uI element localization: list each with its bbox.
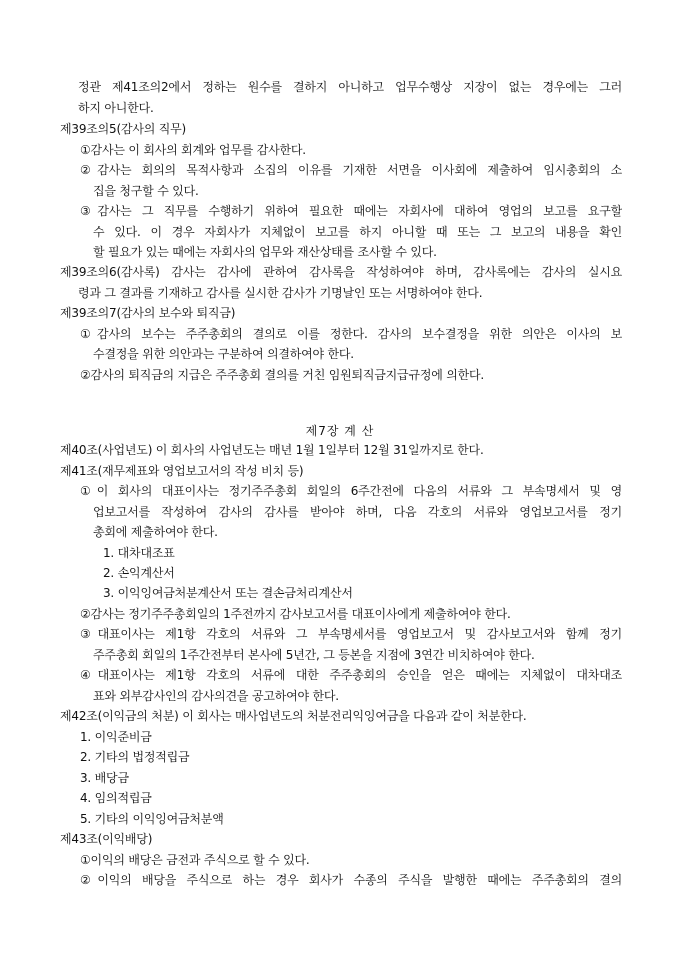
article-heading-43: 제43조(이익배당): [60, 832, 153, 846]
list-item: 4. 임의적립금: [80, 791, 152, 805]
article-42: 제42조(이익금의 처분) 이 회사는 매사업년도의 처분전리익잉여금을 다음과 같이 처분한다.: [60, 709, 527, 723]
chapter-title: 제7장 계 산: [305, 424, 375, 438]
clause: ②감사는 회의의 목적사항과 소집의 이유를 기재한 서면을 이사회에 제출하여 임시총회의 소: [80, 163, 622, 177]
list-item: 3. 이익잉여금처분계산서 또는 결손금처리계산서: [103, 586, 353, 600]
article-39-6: 제39조의6(감사록) 감사는 감사에 관하여 감사록을 작성하여야 하며, 감사록에는 감사의 실시요: [60, 265, 622, 279]
clause-cont: 수 있다. 이 경우 자회사가 지체없이 보고를 하지 아니할 때 또는 그 보고의 내용을 확인: [93, 225, 622, 239]
text-line: 하지 아니한다.: [78, 101, 154, 115]
list-item: 2. 손익계산서: [103, 566, 175, 580]
clause: ②이익의 배당을 주식으로 하는 경우 회사가 수종의 주식을 발행한 때에는 주주총회의 결의: [80, 873, 622, 887]
article-heading-39-5: 제39조의5(감사의 직무): [60, 122, 187, 136]
article-cont: 령과 그 결과를 기재하고 감사를 실시한 감사가 기명날인 또는 서명하여야 한다.: [78, 286, 483, 300]
clause-cont: 표와 외부감사인의 감사의견을 공고하여야 한다.: [93, 689, 339, 703]
clause-cont: 총회에 제출하여야 한다.: [93, 525, 218, 539]
clause: ③감사는 그 직무를 수행하기 위하여 필요한 때에는 자회사에 대하여 영업의 보고를 요구할: [80, 204, 622, 218]
clause: ①감사는 이 회사의 회계와 업무를 감사한다.: [80, 143, 306, 157]
clause-cont: 할 필요가 있는 때에는 자회사의 업무와 재산상태를 조사할 수 있다.: [93, 245, 437, 259]
list-item: 1. 이익준비금: [80, 730, 152, 744]
clause-cont: 주주총회 회일의 1주간전부터 본사에 5년간, 그 등본을 지점에 3연간 비치하여야 한다.: [93, 648, 535, 662]
clause: ①감사의 보수는 주주총회의 결의로 이를 정한다. 감사의 보수결정을 위한 의안은 이사의 보: [80, 327, 622, 341]
list-item: 2. 기타의 법정적립금: [80, 750, 190, 764]
list-item: 5. 기타의 이익잉여금처분액: [80, 812, 224, 826]
clause-cont: 업보고서를 작성하여 감사의 감사를 받아야 하며, 다음 각호의 서류와 영업보고서를 정기: [93, 505, 622, 519]
text-line: 정관 제41조의2에서 정하는 원수를 결하지 아니하고 업무수행상 지장이 없는 경우에는 그러: [78, 80, 622, 94]
article-heading-41: 제41조(재무제표와 영업보고서의 작성 비치 등): [60, 464, 304, 478]
article-heading-39-7: 제39조의7(감사의 보수와 퇴직금): [60, 306, 236, 320]
clause: ②감사의 퇴직금의 지급은 주주총회 결의를 거친 임원퇴직금지급규정에 의한다.: [80, 368, 485, 382]
clause: ①이 회사의 대표이사는 정기주주총회 회일의 6주간전에 다음의 서류와 그 부속명세서 및 영: [80, 484, 622, 498]
clause: ④대표이사는 제1항 각호의 서류에 대한 주주총회의 승인을 얻은 때에는 지체없이 대차대조: [80, 668, 622, 682]
clause: ②감사는 정기주주총회일의 1주전까지 감사보고서를 대표이사에게 제출하여야 한다.: [80, 607, 511, 621]
clause-cont: 수결정을 위한 의안과는 구분하여 의결하여야 한다.: [93, 347, 354, 361]
clause: ③대표이사는 제1항 각호의 서류와 그 부속명세서를 영업보고서 및 감사보고서와 함께 정기: [80, 627, 622, 641]
clause: ①이익의 배당은 금전과 주식으로 할 수 있다.: [80, 853, 310, 867]
list-item: 3. 배당금: [80, 771, 129, 785]
article-40: 제40조(사업년도) 이 회사의 사업년도는 매년 1월 1일부터 12월 31일까지로 한다.: [60, 443, 484, 457]
clause-cont: 집을 청구할 수 있다.: [93, 184, 199, 198]
list-item: 1. 대차대조표: [103, 546, 175, 560]
